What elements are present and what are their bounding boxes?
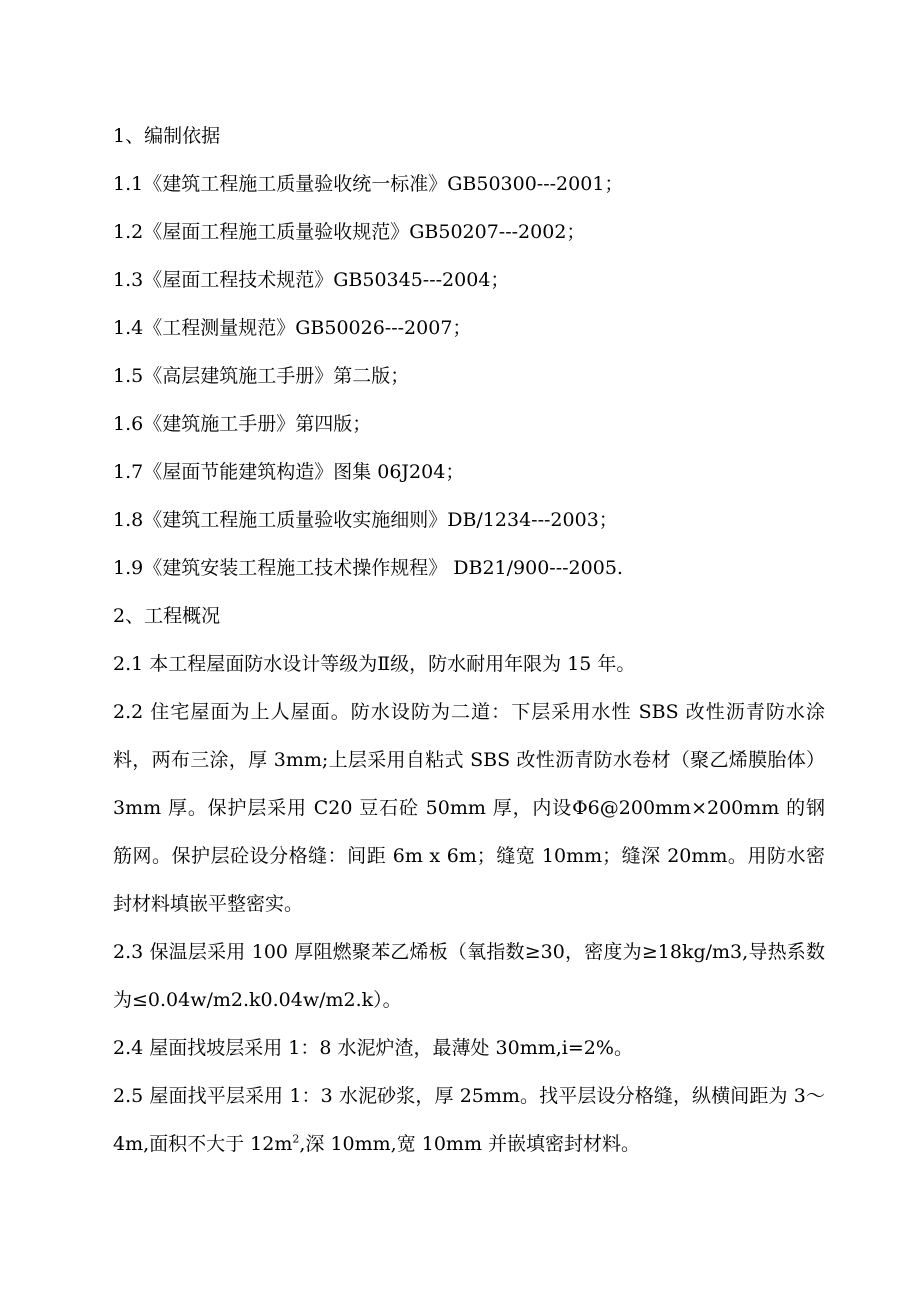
paragraph-2-4: 2.4 屋面找坡层采用 1：8 水泥炉渣，最薄处 30mm,i=2%。 <box>113 1037 633 1059</box>
paragraph-2-3: 2.3 保温层采用 100 厚阻燃聚苯乙烯板（氧指数≥30，密度为≥18kg/m3,导热系数为≤0.04w/m2.k0.04w/m2.k）。 <box>113 941 825 1011</box>
list-item: 1.4《工程测量规范》GB50026---2007； <box>113 317 472 339</box>
paragraph-2-5-text: 2.5 屋面找平层采用 1：3 水泥砂浆，厚 25mm。找平层设分格缝，纵横间距为 3～4m,面积不大于 12m <box>113 1085 825 1155</box>
list-item: 1.8《建筑工程施工质量验收实施细则》DB/1234---2003； <box>113 509 618 531</box>
list-item: 1.2《屋面工程施工质量验收规范》GB50207---2002； <box>113 221 586 243</box>
paragraph-2-5 <box>113 1072 825 1168</box>
section-heading-overview: 2、工程概况 <box>113 605 221 627</box>
superscript-exponent: 2 <box>292 1132 300 1146</box>
paragraph-2-5-text-end: ,深 10mm,宽 10mm 并嵌填密封材料。 <box>299 1133 641 1155</box>
paragraph-2-2: 2.2 住宅屋面为上人屋面。防水设防为二道：下层采用水性 SBS 改性沥青防水涂料，两布三涂，厚 3mm;上层采用自粘式 SBS 改性沥青防水卷材（聚乙烯膜胎体）3mm 厚。保护层采用 C20 豆石砼 50mm 厚，内设Φ6@200mm×200mm 的钢筋网。保护层砼设分格缝：间距 6m x 6m；缝宽 10mm；缝深 20mm。用防水密封材料填嵌平整密实。 <box>113 701 825 915</box>
list-item: 1.6《建筑施工手册》第四版； <box>113 413 372 435</box>
list-item: 1.7《屋面节能建筑构造》图集 06J204； <box>113 461 465 483</box>
list-item: 1.3《屋面工程技术规范》GB50345---2004； <box>113 269 510 291</box>
paragraph-2-1: 2.1 本工程屋面防水设计等级为Ⅱ级，防水耐用年限为 15 年。 <box>113 653 636 675</box>
list-item: 1.1《建筑工程施工质量验收统一标准》GB50300---2001； <box>113 173 624 195</box>
section-heading-basis: 1、编制依据 <box>113 125 221 147</box>
list-item: 1.5《高层建筑施工手册》第二版； <box>113 365 410 387</box>
document-body <box>113 112 825 1168</box>
list-item: 1.9《建筑安装工程施工技术操作规程》 DB21/900---2005. <box>113 557 623 579</box>
